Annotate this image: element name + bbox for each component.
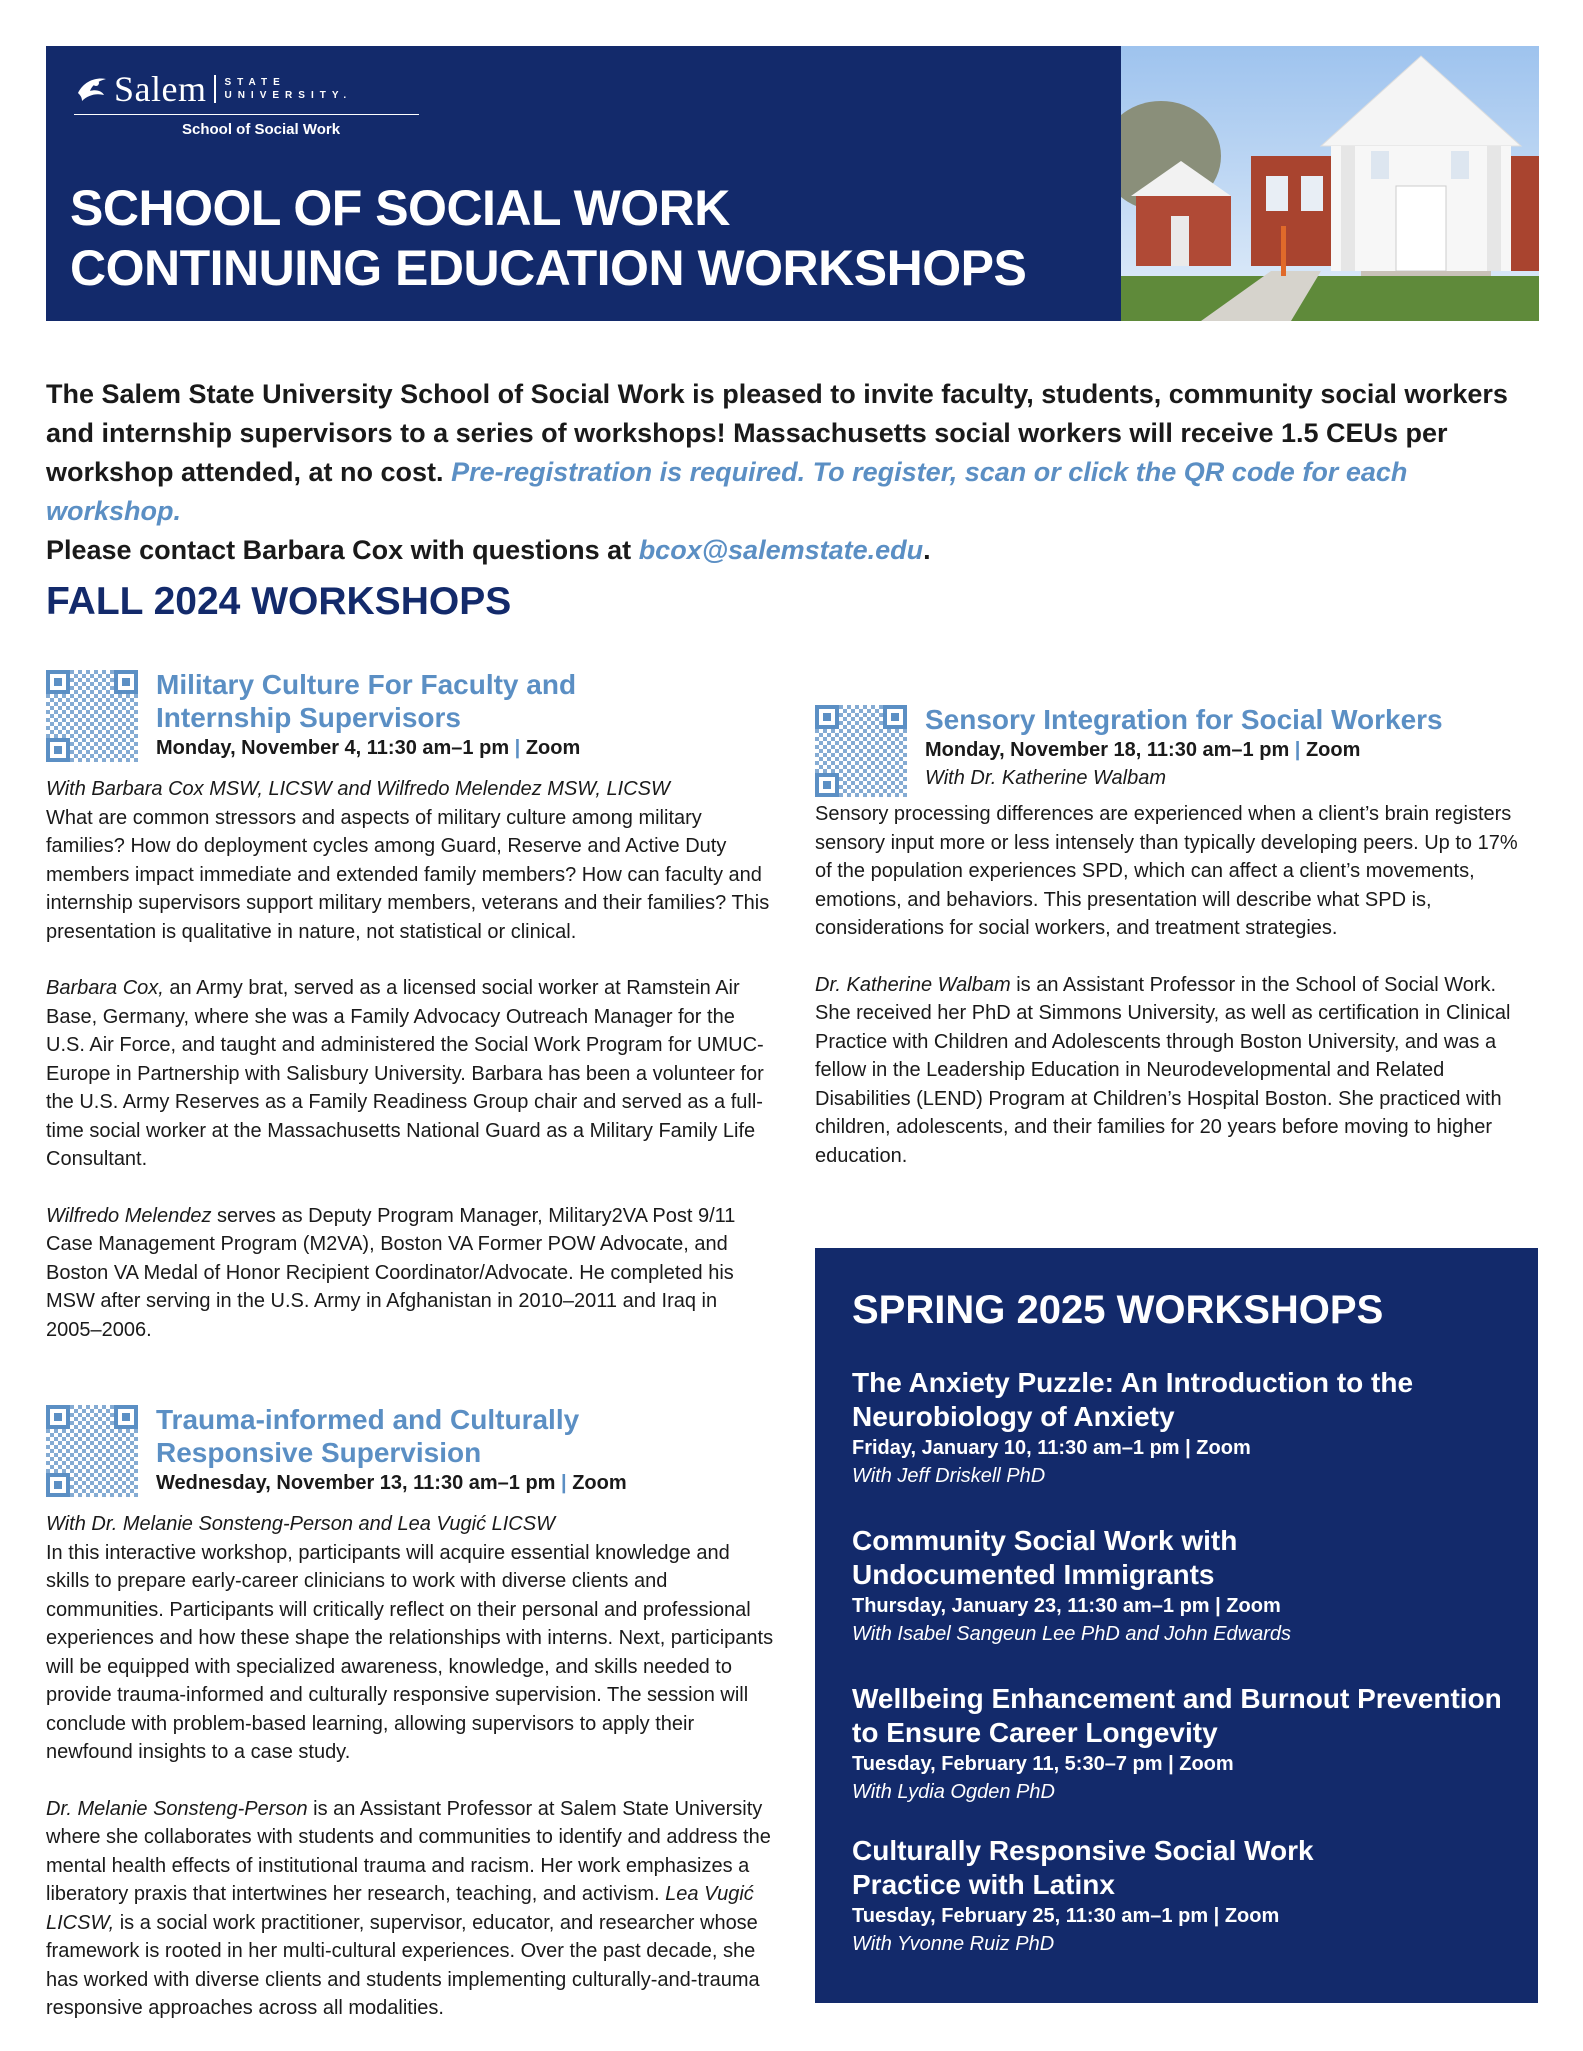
title-line-1: SCHOOL OF SOCIAL WORK	[70, 180, 730, 236]
workshop-date-text: Monday, November 18, 11:30 am–1 pm	[925, 739, 1290, 761]
workshop-date	[156, 1469, 627, 1497]
workshop-title: Sensory Integration for Social Workers	[925, 704, 1443, 735]
workshop-description: In this interactive workshop, participants will acquire essential knowledge and skills to prepare early-career clinicians to work with diverse clients and communities. Participants will critically reflect on their personal and professional experiences and how these shape the relationships with interns. Next, participants will be equipped with specialized awareness, knowledge, and skills needed to provide trauma-informed and culturally responsive supervision. The session will conclude with problem-based learning, allowing supervisors to apply their newfound insights to a case study.	[46, 1541, 774, 1763]
spring-section-heading: SPRING 2025 WORKSHOPS	[852, 1288, 1384, 1332]
presenter-bio	[46, 974, 776, 1174]
presenter-bio	[46, 1202, 776, 1345]
spring-workshop-item	[852, 1524, 1512, 1648]
workshop-title-line-1: Military Culture For Faculty and	[156, 669, 577, 700]
spring-workshop-item	[852, 1834, 1512, 1958]
workshop-title	[156, 1403, 627, 1469]
logo-name: Salem	[114, 69, 207, 109]
bio-text: serves as Deputy Program Manager, Military2VA Post 9/11 Case Management Program (M2VA), Boston VA Former POW Advocate, and Boston VA Medal of Honor Recipient Coordinator/Advocate. He completed his MSW after serving in the U.S. Army in Afghanistan in 2010–2011 and Iraq in 2005–2006.	[46, 1204, 736, 1341]
qr-code-icon[interactable]	[815, 705, 907, 797]
spring-title-line-2: Practice with Latinx	[852, 1869, 1115, 1900]
spring-title-line-2: Neurobiology of Anxiety	[852, 1401, 1175, 1432]
bio-name: Lea Vugić LICSW,	[46, 1883, 754, 1934]
intro-paragraph	[46, 375, 1546, 570]
workshop-description: Sensory processing differences are experienced when a client’s brain registers sensory input more or less intensely than typically developing peers. Up to 17% of the population experiences SPD, which can affect a client’s movements, emotions, and behaviors. This presentation will describe what SPD is, considerations for social workers, and treatment strategies.	[815, 803, 1518, 939]
workshop-title-line-1: Trauma-informed and Culturally	[156, 1404, 580, 1435]
workshop-presenters: With Barbara Cox MSW, LICSW and Wilfredo Melendez MSW, LICSW	[46, 778, 670, 800]
spring-workshop-title	[852, 1366, 1512, 1434]
spring-workshop-presenters: With Lydia Ogden PhD	[852, 1781, 1055, 1803]
qr-code-icon[interactable]	[46, 1405, 138, 1497]
logo-university: UNIVERSITY.	[224, 90, 353, 101]
workshop-sensory-body	[815, 800, 1527, 1198]
spring-title-line-2: Undocumented Immigrants	[852, 1559, 1215, 1590]
bio-text: is a social work practitioner, supervisor, educator, and researcher whose framework is rooted in her multi-cultural experiences. Over the past decade, she has worked with diverse clients and students implementing culturally-and-trauma responsive approaches across all modalities.	[46, 1911, 760, 2019]
page-title	[70, 178, 1026, 298]
spring-title-line-1: The Anxiety Puzzle: An Introduction to the	[852, 1367, 1414, 1398]
spring-title-line-1: Culturally Responsive Social Work	[852, 1835, 1314, 1866]
header-banner	[46, 46, 1121, 321]
intro-end: .	[923, 535, 931, 565]
campus-building-photo	[1121, 46, 1539, 321]
bio-text: is an Assistant Professor in the School of Social Work. She received her PhD at Simmons University, as well as certification in Clinical Practice with Children and Adolescents through Boston University, and was a fellow in the Leadership Education in Neurodevelopmental and Related Disabilities (LEND) Program at Children’s Hospital Boston. She practiced with children, adolescents, and their families for 20 years before moving to higher education.	[815, 973, 1511, 1167]
separator: |	[514, 737, 521, 759]
workshop-sensory-integration	[815, 703, 1443, 797]
spring-workshop-date: Thursday, January 23, 11:30 am–1 pm | Zoom	[852, 1595, 1281, 1617]
workshop-date-text: Wednesday, November 13, 11:30 am–1 pm	[156, 1472, 556, 1494]
workshop-location: Zoom	[572, 1472, 627, 1494]
workshop-location: Zoom	[1305, 739, 1361, 761]
workshop-trauma-informed	[46, 1403, 627, 1497]
spring-workshop-item	[852, 1682, 1512, 1806]
workshop-description: What are common stressors and aspects of military culture among military families? How do deployment cycles among Guard, Reserve and Active Duty members impact immediate and extended family members? How can faculty and internship supervisors support military members, veterans and their families? This presentation is qualitative in nature, not statistical or clinical.	[46, 806, 770, 943]
university-logo[interactable]	[74, 68, 419, 138]
workshop-military-culture	[46, 668, 580, 762]
separator: |	[1294, 739, 1301, 761]
spring-workshop-presenters: With Isabel Sangeun Lee PhD and John Edwards	[852, 1623, 1291, 1645]
spring-title-line-1: Community Social Work with	[852, 1525, 1238, 1556]
spring-title-line-1: Wellbeing Enhancement and Burnout Prevention	[852, 1683, 1502, 1714]
spring-workshop-presenters: With Yvonne Ruiz PhD	[852, 1933, 1055, 1955]
spring-workshops-panel	[815, 1248, 1538, 2003]
bio-name: Barbara Cox,	[46, 977, 164, 999]
bio-name: Dr. Katherine Walbam	[815, 973, 1011, 996]
spring-workshop-item	[852, 1366, 1512, 1490]
contact-email-link[interactable]: bcox@salemstate.edu	[638, 535, 924, 565]
salem-witch-icon	[74, 71, 110, 107]
spring-workshop-title	[852, 1682, 1512, 1750]
spring-title-line-2: to Ensure Career Longevity	[852, 1717, 1218, 1748]
workshop-title	[156, 668, 580, 734]
spring-workshop-date: Tuesday, February 11, 5:30–7 pm | Zoom	[852, 1753, 1234, 1775]
qr-code-icon[interactable]	[46, 670, 138, 762]
contact-text: Please contact Barbara Cox with questions at	[46, 535, 632, 565]
workshop-presenters: With Dr. Melanie Sonsteng-Person and Lea Vugić LICSW	[46, 1513, 555, 1535]
bio-text: is an Assistant Professor at Salem State University where she collaborates with students and communities to identify and address the mental health effects of institutional trauma and racism. Her work emphasizes a liberatory praxis that intertwines her research, teaching, and activism.	[46, 1797, 771, 1905]
bio-text: an Army brat, served as a licensed social worker at Ramstein Air Base, Germany, where she was a Family Advocacy Outreach Manager for the U.S. Air Force, and taught and administered the Social Work Program for UMUC-Europe in Partnership with Salisbury University. Barbara has been a volunteer for the U.S. Army Reserves as a Family Readiness Group chair and served as a full-time social worker at the Massachusetts National Guard as a Military Family Life Consultant.	[46, 977, 764, 1170]
workshop-date	[925, 736, 1443, 764]
bio-name: Dr. Melanie Sonsteng-Person	[46, 1797, 308, 1820]
logo-state: STATE	[224, 77, 286, 88]
presenter-bio	[46, 1795, 776, 2023]
spring-workshop-title	[852, 1834, 1512, 1902]
spring-workshop-date: Tuesday, February 25, 11:30 am–1 pm | Zoom	[852, 1905, 1280, 1927]
spring-workshop-presenters: With Jeff Driskell PhD	[852, 1465, 1046, 1487]
logo-rule	[74, 114, 419, 115]
workshop-trauma-body	[46, 1510, 776, 2051]
registration-note: Pre-registration is required. To register, scan or click the QR code for each workshop.	[46, 457, 1408, 526]
logo-divider	[214, 75, 216, 103]
separator: |	[561, 1472, 567, 1494]
workshop-title-line-2: Internship Supervisors	[156, 702, 461, 733]
intro-text: The Salem State University School of Social Work is pleased to invite faculty, students, community social workers and internship supervisors to a series of workshops! Massachusetts social workers will receive 1.5 CEUs per workshop attended, at no cost.	[46, 379, 1508, 487]
title-line-2: CONTINUING EDUCATION WORKSHOPS	[70, 240, 1027, 296]
fall-section-heading: FALL 2024 WORKSHOPS	[46, 580, 512, 623]
presenter-bio	[815, 971, 1527, 1171]
workshop-title-line-2: Responsive Supervision	[156, 1437, 482, 1468]
logo-school-name: School of Social Work	[182, 121, 341, 138]
workshop-date	[156, 734, 580, 762]
workshop-presenters: With Dr. Katherine Walbam	[925, 767, 1167, 789]
workshop-date-text: Monday, November 4, 11:30 am–1 pm	[156, 737, 510, 759]
spring-workshop-date: Friday, January 10, 11:30 am–1 pm | Zoom	[852, 1437, 1251, 1459]
spring-workshop-title	[852, 1524, 1512, 1592]
bio-name: Wilfredo Melendez	[46, 1204, 212, 1227]
workshop-location: Zoom	[525, 737, 581, 759]
workshop-military-body	[46, 775, 776, 1372]
